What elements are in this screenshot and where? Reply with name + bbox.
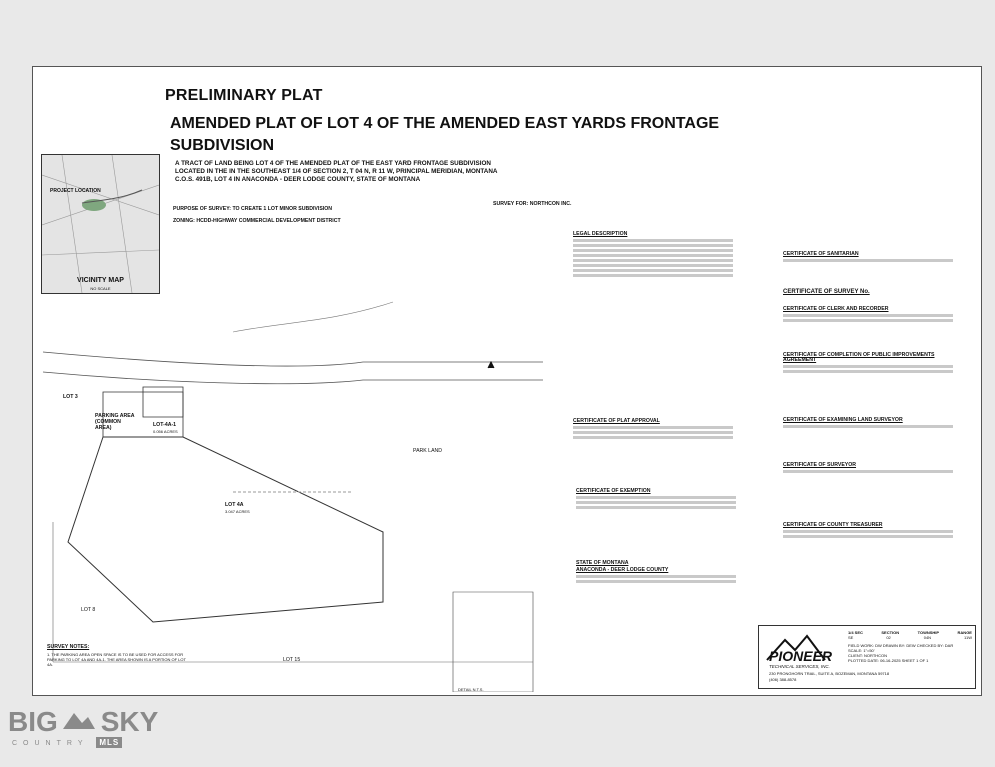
legal-description (573, 232, 733, 279)
vicinity-map-graphic (42, 155, 159, 293)
treasurer-title: CERTIFICATE OF COUNTY TREASURER (783, 522, 883, 528)
subtitle-block (175, 160, 555, 184)
scale: SCALE: 1"=50' (848, 648, 875, 653)
plat-drawing (33, 292, 553, 692)
mls-badge: MLS (96, 737, 122, 748)
lot-8-label: LOT 8 (81, 607, 96, 613)
title-block-info (848, 630, 972, 663)
lot-4a-1-label: LOT-4A-1 (153, 422, 177, 428)
plat-title: AMENDED PLAT OF LOT 4 OF THE AMENDED EAST YARDS FRONTAGE SUBDIVISION (170, 115, 720, 154)
state-title: STATE OF MONTANA (576, 560, 629, 566)
sanitarian-cert (783, 252, 953, 264)
examining-title: CERTIFICATE OF EXAMINING LAND SURVEYOR (783, 417, 903, 423)
clerk-cert (783, 307, 953, 324)
treasurer-cert (783, 523, 953, 540)
vicinity-map-title: VICINITY MAP (77, 277, 124, 284)
plat-approval-cert (573, 419, 733, 441)
completion-title: CERTIFICATE OF COMPLETION OF PUBLIC IMPROVEMENTS AGREEMENT (783, 352, 935, 363)
plss-value-row: SE 02 04N 11W (848, 635, 972, 640)
company-sub: TECHNICAL SERVICES, INC. (769, 664, 830, 669)
lot-15-label: LOT 15 (283, 657, 301, 663)
description-line-1: A TRACT OF LAND BEING LOT 4 OF THE AMENDED PLAT OF THE EAST YARD FRONTAGE SUBDIVISION (175, 160, 491, 167)
survey-no-cert (783, 290, 953, 297)
client: CLIENT: NORTHCON (848, 653, 888, 658)
watermark-sub: COUNTRY MLS (12, 738, 158, 747)
survey-notes (47, 645, 187, 667)
park-land-label: PARK LAND (413, 448, 443, 454)
lot-3-label: LOT 3 (63, 394, 78, 400)
vicinity-map (41, 154, 160, 294)
plat-sheet (32, 66, 982, 696)
description-line-3: C.O.S. 491B, LOT 4 IN ANACONDA - DEER LODGE COUNTY, STATE OF MONTANA (175, 176, 421, 183)
description-line-2: LOCATED IN THE IN THE SOUTHEAST 1/4 OF SECTION 2, T 04 N, R 11 W, PRINCIPAL MERIDIAN, MONTANA (175, 168, 498, 175)
parking-area-label: PARKING AREA (COMMON AREA) (95, 413, 135, 431)
plss-header-row: 1/4 SEC SECTION TOWNSHIP RANGE (848, 630, 972, 635)
survey-note-1: 1. THE PARKING AREA OPEN SPACE IS TO BE USED FOR ACCESS FOR PARKING TO LOT 4A AND 4A-1. THE AREA SHOWN IS A PORTION OF LOT 4A. (47, 652, 186, 667)
lot-4a-acres: 3.047 ACRES (225, 509, 250, 514)
company-address: 230 PRONGHORN TRAIL, SUITE A, BOZEMAN, MONTANA 59718 (769, 671, 890, 676)
detail-label: DETAIL N.T.S. (458, 687, 484, 692)
mountain-watermark-icon (62, 709, 96, 731)
survey-no-title: CERTIFICATE OF SURVEY No. (783, 289, 870, 295)
surveyor-title: CERTIFICATE OF SURVEYOR (783, 462, 857, 468)
lot-4a-1-acres: 0.056 ACRES (153, 429, 178, 434)
plat-approval-title: CERTIFICATE OF PLAT APPROVAL (573, 418, 660, 424)
plotted-date: PLOTTED DATE: 06-16-2025 SHEET 1 OF 1 (848, 658, 929, 663)
company-phone: (406) 388-8578 (769, 677, 797, 682)
clerk-title: CERTIFICATE OF CLERK AND RECORDER (783, 306, 889, 312)
county-title: ANACONDA - DEER LODGE COUNTY (576, 567, 669, 573)
watermark-big: BIG (8, 706, 58, 737)
preliminary-title: PRELIMINARY PLAT (165, 87, 323, 104)
state-block (576, 561, 736, 585)
sanitarian-title: CERTIFICATE OF SANITARIAN (783, 251, 859, 257)
survey-notes-title: SURVEY NOTES: (47, 644, 90, 650)
lot-4a-label: LOT 4A (225, 502, 244, 508)
examining-cert (783, 418, 953, 430)
legal-description-title: LEGAL DESCRIPTION (573, 231, 628, 237)
field-work: FIELD WORK: DW DRAWN BY: DEW CHECKED BY: DAR (848, 643, 954, 648)
project-location-label: PROJECT LOCATION (50, 188, 101, 194)
completion-cert (783, 353, 953, 375)
exemption-title: CERTIFICATE OF EXEMPTION (576, 488, 651, 494)
watermark-sky: SKY (100, 706, 159, 737)
big-sky-watermark (8, 706, 158, 747)
surveyor-cert (783, 463, 953, 475)
company-name: PIONEER (769, 648, 833, 664)
survey-for: SURVEY FOR: NORTHCON INC. (493, 201, 572, 207)
purpose-of-survey: PURPOSE OF SURVEY: TO CREATE 1 LOT MINOR SUBDIVISION (173, 206, 333, 212)
zoning: ZONING: HCDD-HIGHWAY COMMERCIAL DEVELOPMENT DISTRICT (173, 218, 341, 224)
vicinity-map-scale: NO SCALE (90, 286, 111, 291)
exemption-cert (576, 489, 736, 511)
